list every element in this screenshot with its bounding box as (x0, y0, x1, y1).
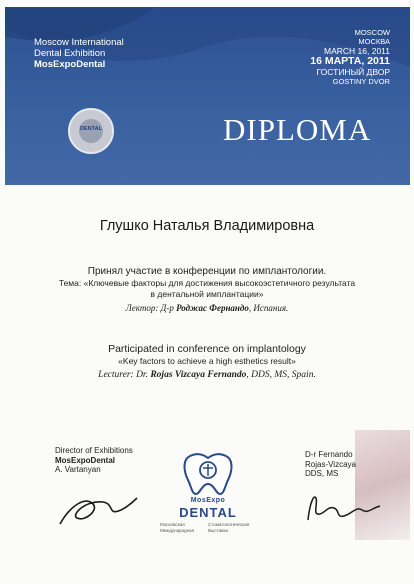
org-line-1: Moscow International (34, 37, 124, 48)
director-signature-icon (55, 486, 140, 531)
tooth-logo-icon (168, 450, 248, 498)
lecturer-signature-block (305, 450, 356, 479)
diploma-title: DIPLOMA (223, 112, 372, 147)
ru-topic-line-1: Тема: «Ключевые факторы для достижения высокоэстетичного результата (58, 278, 356, 288)
logo-subtitle (160, 522, 258, 533)
director-signature-block (55, 446, 133, 475)
logo-text-top: MosExpo (190, 497, 226, 504)
lecturer-sig-line-2: Rojas-Vizcaya (305, 459, 356, 469)
city-en: MOSCOW (354, 28, 390, 37)
ru-lecturer (40, 302, 374, 314)
en-lecturer-name: Rojas Vizcaya Fernando (150, 370, 247, 380)
logo-subtitle-left: Московская Международная (160, 522, 195, 533)
logo-subtitle-right: Стоматологическая Выставка (208, 522, 250, 533)
ru-lecturer-suffix: , Испания. (248, 303, 289, 313)
city-ru: МОСКВА (358, 37, 390, 46)
lecturer-sig-line-1: D-r Fernando (305, 450, 353, 459)
diploma-header (5, 7, 410, 185)
director-name: A. Vartanyan (55, 465, 101, 474)
org-line-2: Dental Exhibition (34, 48, 106, 59)
ru-lecturer-name: Роджас Фернандо (176, 303, 249, 313)
seal-label: DENTAL (80, 126, 102, 132)
en-participation-line: Participated in conference on implantology (108, 343, 306, 355)
lecturer-sig-line-3: DDS, MS (305, 469, 339, 478)
russian-text-block (40, 266, 374, 314)
en-lecturer-suffix: , DDS, MS, Spain. (246, 370, 316, 380)
org-line-3: MosExpoDental (34, 59, 106, 70)
venue-ru: ГОСТИНЫЙ ДВОР (316, 67, 390, 77)
date-en: MARCH 16, 2011 (324, 46, 390, 56)
ru-topic-line-2: в дентальной имплантации» (150, 288, 264, 299)
en-lecturer (40, 369, 374, 381)
director-title: Director of Exhibitions (55, 446, 133, 455)
en-lecturer-prefix: Lecturer: Dr. (98, 370, 151, 380)
ru-lecturer-prefix: Лектор: Д-р (125, 303, 177, 313)
en-topic: «Key factors to achieve a high esthetics result» (118, 356, 296, 366)
recipient-name: Глушко Наталья Владимировна (99, 218, 315, 234)
venue-en: GOSTINY DVOR (332, 77, 390, 86)
exhibition-seal (68, 108, 114, 154)
english-text-block (40, 343, 374, 381)
exhibition-name (34, 37, 124, 70)
date-ru: 16 МАРТА, 2011 (310, 55, 390, 67)
logo-text-bottom: DENTAL (179, 505, 237, 520)
event-info (310, 28, 390, 86)
lecturer-signature-icon (300, 488, 390, 528)
ru-participation-line: Принял участие в конференции по имплантологии. (87, 266, 327, 277)
director-org: MosExpoDental (55, 455, 116, 465)
